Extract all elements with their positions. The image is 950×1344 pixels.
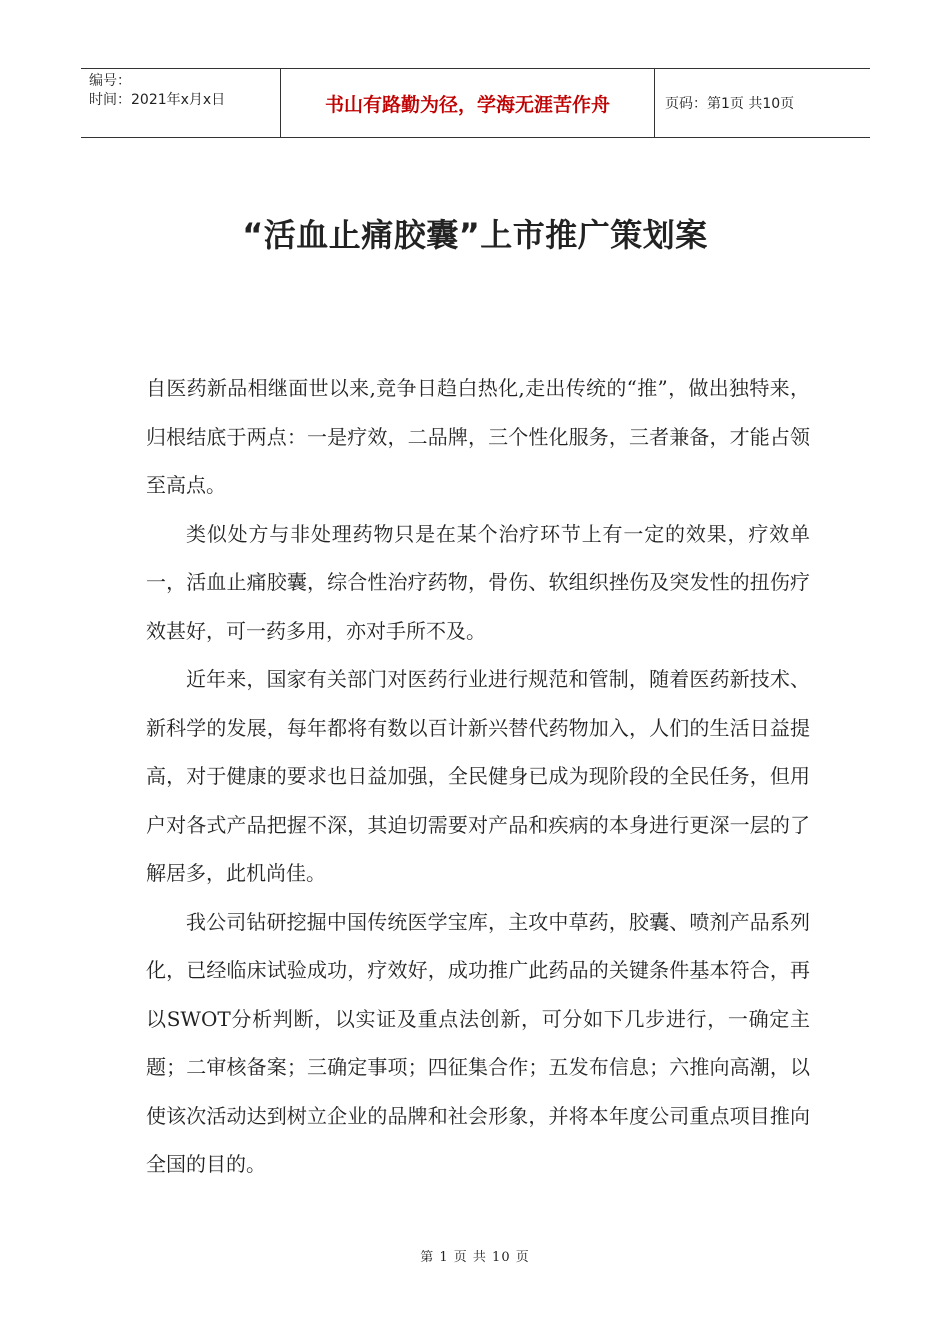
document-title: “活血止痛胶囊”上市推广策划案 [242, 216, 708, 254]
document-date: 时间：2021年x月x日 [89, 92, 226, 108]
paragraph: 自医药新品相继面世以来,竞争日趋白热化,走出传统的“推”，做出独特来，归根结底于两点：一是疗效，二品牌，三个性化服务，三者兼备，才能占领至高点。 [146, 376, 810, 497]
page-footer: 第 1 页 共 10 页 [420, 1250, 530, 1265]
paragraph: 类似处方与非处理药物只是在某个治疗环节上有一定的效果，疗效单一，活血止痛胶囊，综合性治疗药物，骨伤、软组织挫伤及突发性的扭伤疗效甚好，可一药多用，亦对手所不及。 [146, 521, 810, 643]
page-header [81, 68, 870, 138]
paragraph: 我公司钻研挖掘中国传统医学宝库，主攻中草药，胶囊、喷剂产品系列化，已经临床试验成功，疗效好，成功推广此药品的关键条件基本符合，再以SWOT分析判断，以实证及重点法创新，可分如下几步进行，一确定主题；二审核备案；三确定事项；四征集合作；五发布信息；六推向高潮，以使该次活动达到树立企业的品牌和社会形象，并将本年度公司重点项目推向全国的目的。 [146, 909, 810, 1176]
header-meta [81, 69, 281, 137]
header-motto: 书山有路勤为径，学海无涯苦作舟 [281, 69, 655, 137]
header-page-info: 页码：第1页 共10页 [665, 96, 795, 112]
document-code-label: 编号： [89, 73, 131, 89]
paragraph: 近年来，国家有关部门对医药行业进行规范和管制，随着医药新技术、新科学的发展，每年都将有数以百计新兴替代药物加入，人们的生活日益提高，对于健康的要求也日益加强，全民健身已成为现阶段的全民任务，但用户对各式产品把握不深，其迫切需要对产品和疾病的本身进行更深一层的了解居多，此机尚佳。 [146, 667, 810, 885]
document-body [146, 364, 810, 1189]
